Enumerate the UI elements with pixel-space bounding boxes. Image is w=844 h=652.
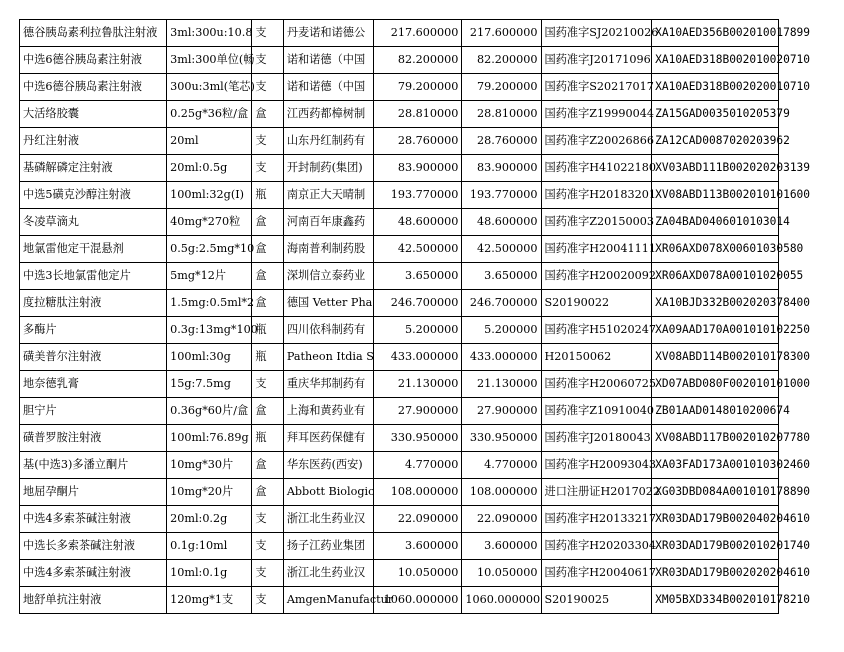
table-cell[interactable]: XV03ABD111B002020203139 <box>652 155 779 182</box>
table-cell[interactable]: 盒 <box>252 236 283 263</box>
table-cell[interactable]: 0.1g:10ml <box>167 533 252 560</box>
table-cell[interactable]: Patheon Itdia S <box>283 344 373 371</box>
table-row <box>20 452 779 479</box>
table-cell[interactable]: 3.600000 <box>374 533 462 560</box>
table-cell[interactable]: 大活络胶囊 <box>20 101 167 128</box>
table-cell[interactable]: 3.600000 <box>462 533 541 560</box>
table-cell[interactable]: 82.200000 <box>374 47 462 74</box>
table-cell[interactable]: 多酶片 <box>20 317 167 344</box>
table-cell[interactable]: 330.950000 <box>374 425 462 452</box>
table-cell[interactable]: 支 <box>252 587 283 614</box>
table-cell[interactable]: 中选6德谷胰岛素注射液 <box>20 47 167 74</box>
table-cell[interactable]: 0.25g*36粒/盒 <box>167 101 252 128</box>
table-cell[interactable]: 国药准字Z10910040 <box>541 398 652 425</box>
table-cell[interactable]: 246.700000 <box>462 290 541 317</box>
table-row <box>20 344 779 371</box>
table-cell[interactable]: 10ml:0.1g <box>167 560 252 587</box>
table-cell[interactable]: 108.000000 <box>462 479 541 506</box>
table-cell[interactable]: 国药准字H20093043 <box>541 452 652 479</box>
table-cell[interactable]: 国药准字H20040617 <box>541 560 652 587</box>
table-cell[interactable]: 0.3g:13mg*100 <box>167 317 252 344</box>
table-cell[interactable]: 48.600000 <box>374 209 462 236</box>
table-cell[interactable]: XA09AAD170A001010102250 <box>652 317 779 344</box>
table-cell[interactable]: 进口注册证H2017022 <box>541 479 652 506</box>
table-cell[interactable]: 国药准字J20180043 <box>541 425 652 452</box>
table-cell[interactable]: 300u:3ml(笔芯) <box>167 74 252 101</box>
table-row <box>20 533 779 560</box>
table-cell[interactable]: 100ml:76.89g <box>167 425 252 452</box>
table-cell[interactable]: 10.050000 <box>374 560 462 587</box>
table-cell[interactable]: 217.600000 <box>374 20 462 47</box>
drug-price-table <box>19 19 811 614</box>
table-cell[interactable]: 支 <box>252 371 283 398</box>
table-cell[interactable]: 42.500000 <box>374 236 462 263</box>
table-cell[interactable]: 支 <box>252 47 283 74</box>
table-cell[interactable]: 108.000000 <box>374 479 462 506</box>
table-cell[interactable]: 国药准字H20041111 <box>541 236 652 263</box>
table-cell[interactable]: 山东丹红制药有 <box>283 128 373 155</box>
table-row <box>20 47 779 74</box>
table-cell[interactable]: 20ml:0.5g <box>167 155 252 182</box>
table-row <box>20 317 779 344</box>
table-cell[interactable]: 5mg*12片 <box>167 263 252 290</box>
table-cell[interactable]: 433.000000 <box>462 344 541 371</box>
table-cell[interactable]: 丹红注射液 <box>20 128 167 155</box>
table-cell[interactable]: AmgenManufactur <box>283 587 373 614</box>
table-cell[interactable]: XA10AED318B002020010710 <box>652 74 779 101</box>
table-cell[interactable]: 27.900000 <box>462 398 541 425</box>
table-cell[interactable]: 支 <box>252 506 283 533</box>
table-cell[interactable]: 193.770000 <box>374 182 462 209</box>
table-cell[interactable]: 华东医药(西安) <box>283 452 373 479</box>
table-cell[interactable]: 磺普罗胺注射液 <box>20 425 167 452</box>
table-cell[interactable]: 3ml:300u:10.8 <box>167 20 252 47</box>
table-cell[interactable]: 瓶 <box>252 182 283 209</box>
table-cell[interactable]: 地舒单抗注射液 <box>20 587 167 614</box>
table-cell[interactable]: 20ml:0.2g <box>167 506 252 533</box>
table-cell[interactable]: 海南普利制药股 <box>283 236 373 263</box>
table-cell[interactable]: 3.650000 <box>374 263 462 290</box>
table-cell[interactable]: XR03DAD179B002020204610 <box>652 560 779 587</box>
table-cell[interactable]: 地屈孕酮片 <box>20 479 167 506</box>
table-row <box>20 587 779 614</box>
table-cell[interactable]: 0.36g*60片/盒 <box>167 398 252 425</box>
table-cell[interactable]: 国药准字S20217017 <box>541 74 652 101</box>
table-cell[interactable]: XR03DAD179B002010201740 <box>652 533 779 560</box>
table-cell[interactable]: 国药准字H51020247 <box>541 317 652 344</box>
table-cell[interactable]: ZA15GAD0035010205379 <box>652 101 779 128</box>
table-cell[interactable]: 28.760000 <box>374 128 462 155</box>
table-cell[interactable]: 79.200000 <box>374 74 462 101</box>
table-cell[interactable]: 德谷胰岛素利拉鲁肽注射液 <box>20 20 167 47</box>
table-cell[interactable]: 支 <box>252 74 283 101</box>
table-cell[interactable]: 22.090000 <box>462 506 541 533</box>
table-cell[interactable]: 中选4多索茶碱注射液 <box>20 506 167 533</box>
table-cell[interactable]: 盒 <box>252 479 283 506</box>
table-row <box>20 209 779 236</box>
table-cell[interactable]: 42.500000 <box>462 236 541 263</box>
table-cell[interactable]: 4.770000 <box>374 452 462 479</box>
table-cell[interactable]: S20190025 <box>541 587 652 614</box>
table-cell[interactable]: 82.200000 <box>462 47 541 74</box>
table-cell[interactable]: 28.760000 <box>462 128 541 155</box>
table-cell[interactable]: 433.000000 <box>374 344 462 371</box>
table-cell[interactable]: 瓶 <box>252 344 283 371</box>
table-cell[interactable]: 21.130000 <box>462 371 541 398</box>
table-cell[interactable]: 246.700000 <box>374 290 462 317</box>
table-cell[interactable]: 浙江北生药业汉 <box>283 506 373 533</box>
table-cell[interactable]: XR03DAD179B002040204610 <box>652 506 779 533</box>
table-cell[interactable]: 中选4多索茶碱注射液 <box>20 560 167 587</box>
table-cell[interactable]: XM05BXD334B002010178210 <box>652 587 779 614</box>
table-cell[interactable]: 5.200000 <box>374 317 462 344</box>
table-cell[interactable]: 基磷解磷定注射液 <box>20 155 167 182</box>
table-row <box>20 560 779 587</box>
table-cell[interactable]: 10mg*20片 <box>167 479 252 506</box>
table-cell[interactable]: 重庆华邦制药有 <box>283 371 373 398</box>
table-cell[interactable]: 20ml <box>167 128 252 155</box>
table-cell[interactable]: 四川依科制药有 <box>283 317 373 344</box>
table-cell[interactable]: 国药准字J20171096 <box>541 47 652 74</box>
table-cell[interactable]: 浙江北生药业汉 <box>283 560 373 587</box>
table-cell[interactable]: 28.810000 <box>462 101 541 128</box>
table-cell[interactable]: 83.900000 <box>374 155 462 182</box>
table-cell[interactable]: 支 <box>252 155 283 182</box>
table-cell[interactable]: 支 <box>252 20 283 47</box>
table-row <box>20 155 779 182</box>
table-cell[interactable]: XV08ABD113B002010101600 <box>652 182 779 209</box>
table-cell[interactable]: 扬子江药业集团 <box>283 533 373 560</box>
table-cell[interactable]: 南京正大天晴制 <box>283 182 373 209</box>
table-cell[interactable]: XA10BJD332B002020378400 <box>652 290 779 317</box>
table-cell[interactable]: 瓶 <box>252 425 283 452</box>
table-cell[interactable]: 国药准字H20060725 <box>541 371 652 398</box>
table-cell[interactable]: 83.900000 <box>462 155 541 182</box>
table-cell[interactable]: 国药准字H20020092 <box>541 263 652 290</box>
table-cell[interactable]: 国药准字H20133217 <box>541 506 652 533</box>
table-cell[interactable]: Abbott Biologic <box>283 479 373 506</box>
table-cell[interactable]: ZA12CAD0087020203962 <box>652 128 779 155</box>
table-row <box>20 74 779 101</box>
table-row <box>20 101 779 128</box>
table-cell[interactable]: 1.5mg:0.5ml*2 <box>167 290 252 317</box>
table-cell[interactable]: 15g:7.5mg <box>167 371 252 398</box>
table-row <box>20 236 779 263</box>
table-cell[interactable]: 盒 <box>252 452 283 479</box>
table-cell[interactable]: 深圳信立泰药业 <box>283 263 373 290</box>
table-cell[interactable]: 国药准字H41022180 <box>541 155 652 182</box>
table-cell[interactable]: 193.770000 <box>462 182 541 209</box>
table-row <box>20 182 779 209</box>
table-row <box>20 371 779 398</box>
table-cell[interactable]: 330.950000 <box>462 425 541 452</box>
table-cell[interactable]: XA03FAD173A001010302460 <box>652 452 779 479</box>
table-cell[interactable]: 48.600000 <box>462 209 541 236</box>
table-cell[interactable]: 国药准字Z19990044 <box>541 101 652 128</box>
table-cell[interactable]: XR06AXD078X00601030580 <box>652 236 779 263</box>
table-cell[interactable]: 79.200000 <box>462 74 541 101</box>
table-cell[interactable]: 217.600000 <box>462 20 541 47</box>
table-cell[interactable]: 28.810000 <box>374 101 462 128</box>
table-cell[interactable]: 10mg*30片 <box>167 452 252 479</box>
table-row <box>20 290 779 317</box>
table-cell[interactable]: 100ml:30g <box>167 344 252 371</box>
table-cell[interactable]: 22.090000 <box>374 506 462 533</box>
table-cell[interactable]: 国药准字Z20150003 <box>541 209 652 236</box>
table-cell[interactable]: 国药准字Z20026866 <box>541 128 652 155</box>
table-cell[interactable]: 中选3长地氯雷他定片 <box>20 263 167 290</box>
table-row <box>20 20 779 47</box>
table-cell[interactable]: 3.650000 <box>462 263 541 290</box>
table-cell[interactable]: XV08ABD117B002010207780 <box>652 425 779 452</box>
table-cell[interactable]: 国药准字H20183201 <box>541 182 652 209</box>
table-cell[interactable]: 国药准字SJ20210026 <box>541 20 652 47</box>
table-cell[interactable]: 度拉糖肽注射液 <box>20 290 167 317</box>
table-cell[interactable]: 盒 <box>252 398 283 425</box>
table-row <box>20 425 779 452</box>
table-cell[interactable]: 5.200000 <box>462 317 541 344</box>
table-cell[interactable]: XG03DBD084A001010178890 <box>652 479 779 506</box>
table-cell[interactable]: ZB01AAD0148010200674 <box>652 398 779 425</box>
table-cell[interactable]: XR06AXD078A00101020055 <box>652 263 779 290</box>
table-cell[interactable]: 10.050000 <box>462 560 541 587</box>
table-cell[interactable]: 支 <box>252 128 283 155</box>
table-cell[interactable]: 基(中选3)多潘立酮片 <box>20 452 167 479</box>
table-cell[interactable]: 1060.000000 <box>374 587 462 614</box>
table-cell[interactable]: 拜耳医药保健有 <box>283 425 373 452</box>
table-cell[interactable]: 27.900000 <box>374 398 462 425</box>
table-cell[interactable]: 中选长多索茶碱注射液 <box>20 533 167 560</box>
table-cell[interactable]: 江西药都樟树制 <box>283 101 373 128</box>
table-cell[interactable]: XA10AED356B002010017899 <box>652 20 779 47</box>
table-cell[interactable]: 支 <box>252 533 283 560</box>
table-cell[interactable]: 瓶 <box>252 317 283 344</box>
table-cell[interactable]: 3ml:300单位(畅 <box>167 47 252 74</box>
table-cell[interactable]: H20150062 <box>541 344 652 371</box>
table-cell[interactable]: 盒 <box>252 101 283 128</box>
table-cell[interactable]: 中选5磺克沙醇注射液 <box>20 182 167 209</box>
table-cell[interactable]: 盒 <box>252 263 283 290</box>
table-cell[interactable]: 0.5g:2.5mg*10 <box>167 236 252 263</box>
table-cell[interactable]: 100ml:32g(I) <box>167 182 252 209</box>
table-cell[interactable]: 诺和诺德（中国 <box>283 47 373 74</box>
table-cell[interactable]: 河南百年康鑫药 <box>283 209 373 236</box>
table-cell[interactable]: 1060.000000 <box>462 587 541 614</box>
table-cell[interactable]: XA10AED318B002010020710 <box>652 47 779 74</box>
table-cell[interactable]: XV08ABD114B002010178300 <box>652 344 779 371</box>
table-cell[interactable]: 地氯雷他定干混悬剂 <box>20 236 167 263</box>
table-cell[interactable]: 中选6德谷胰岛素注射液 <box>20 74 167 101</box>
table-cell[interactable]: 21.130000 <box>374 371 462 398</box>
table-cell[interactable]: 支 <box>252 560 283 587</box>
table-row <box>20 263 779 290</box>
table-cell[interactable]: 开封制药(集团) <box>283 155 373 182</box>
table-cell[interactable]: 盒 <box>252 209 283 236</box>
table-cell[interactable]: 40mg*270粒 <box>167 209 252 236</box>
table-cell[interactable]: 120mg*1支 <box>167 587 252 614</box>
table-cell[interactable]: 4.770000 <box>462 452 541 479</box>
table-cell[interactable]: XD07ABD080F002010101000 <box>652 371 779 398</box>
table-cell[interactable]: 地奈德乳膏 <box>20 371 167 398</box>
table-cell[interactable]: 诺和诺德（中国 <box>283 74 373 101</box>
table-cell[interactable]: 盒 <box>252 290 283 317</box>
table-cell[interactable]: 丹麦诺和诺德公 <box>283 20 373 47</box>
table-row <box>20 479 779 506</box>
table-cell[interactable]: 磺美普尔注射液 <box>20 344 167 371</box>
table-cell[interactable]: 冬凌草滴丸 <box>20 209 167 236</box>
table-row <box>20 128 779 155</box>
table-cell[interactable]: 国药准字H20203304 <box>541 533 652 560</box>
table-cell[interactable]: 上海和黄药业有 <box>283 398 373 425</box>
table-cell[interactable]: ZA04BAD0406010103014 <box>652 209 779 236</box>
table-cell[interactable]: S20190022 <box>541 290 652 317</box>
table-row <box>20 506 779 533</box>
table-cell[interactable]: 胆宁片 <box>20 398 167 425</box>
table-cell[interactable]: 德国 Vetter Pha <box>283 290 373 317</box>
table-row <box>20 398 779 425</box>
